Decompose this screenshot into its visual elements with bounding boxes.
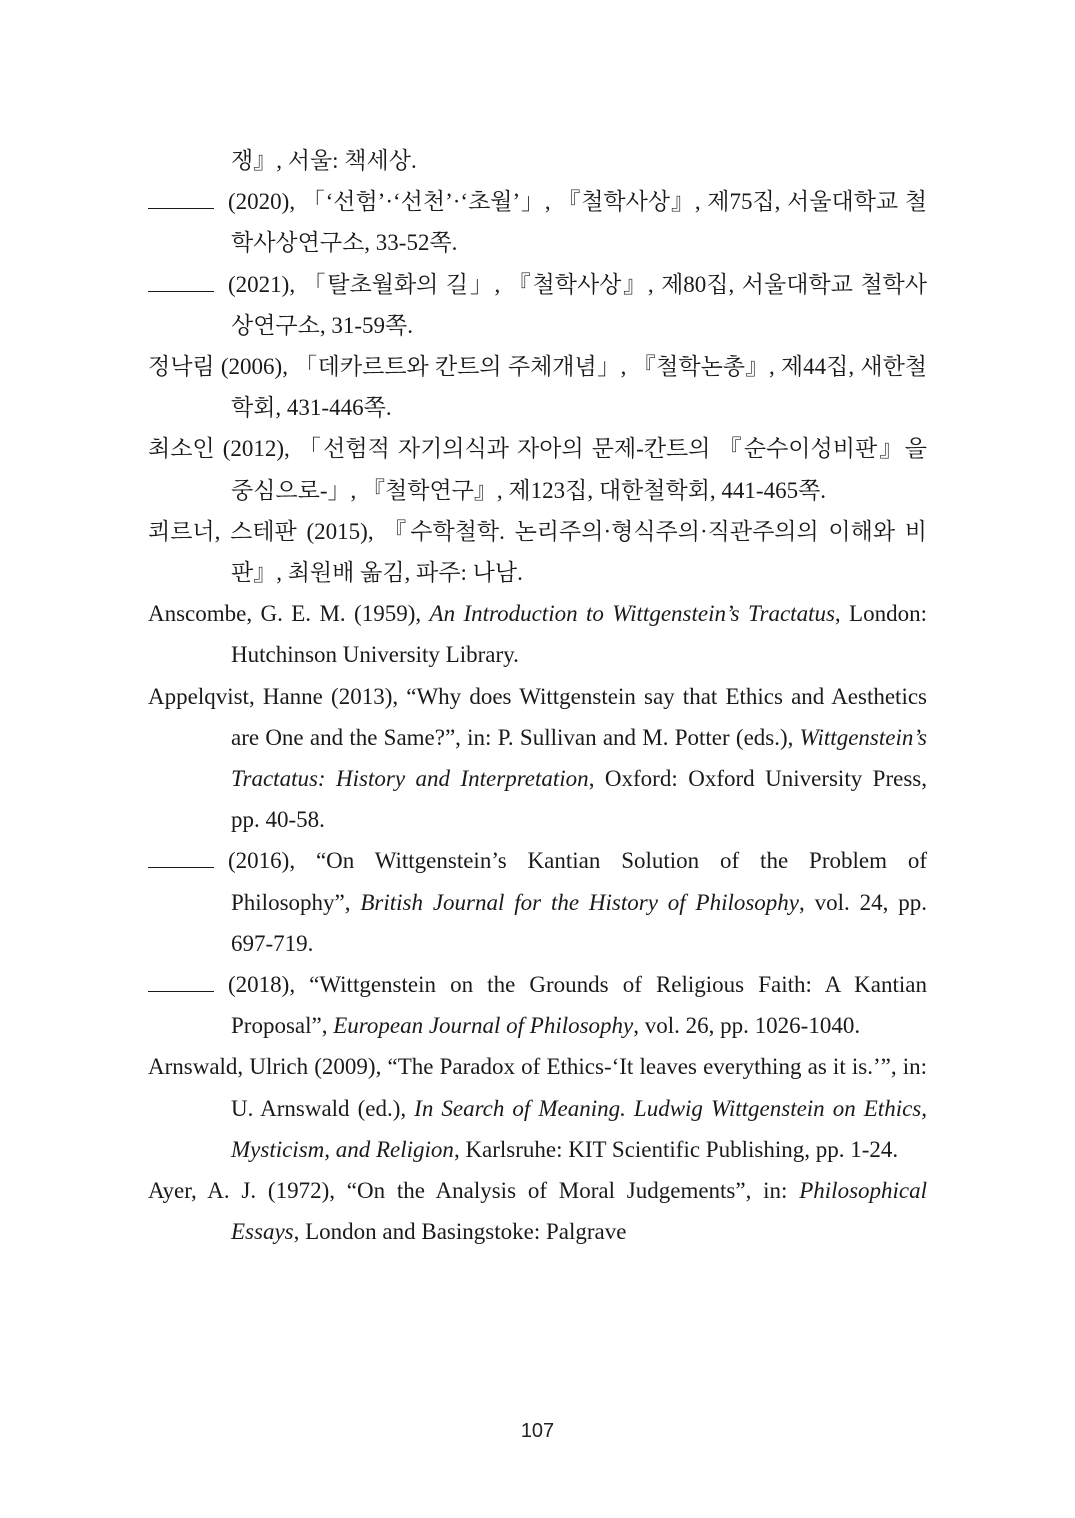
reference-title: British Journal for the History of Philosophy xyxy=(360,889,800,915)
repeated-author-line xyxy=(148,849,214,868)
reference-title: An Introduction to Wittgenstein’s Tractatus xyxy=(429,601,835,627)
reference-entry xyxy=(148,346,927,428)
reference-text: , London: Hutchinson University Library. xyxy=(231,601,928,668)
reference-author: 쾨르너, 스테판 xyxy=(148,518,297,544)
repeated-author-line xyxy=(148,190,214,209)
reference-text: , London and Basingstoke: Palgrave xyxy=(293,1219,627,1245)
reference-author: Arnswald, Ulrich xyxy=(148,1054,309,1080)
reference-text: (2006), 「데카르트와 칸트의 주체개념」, 『철학논총』, 제44집, 새한철학회, 431-446쪽. xyxy=(220,354,927,421)
reference-author: Ayer, A. J. xyxy=(148,1178,257,1204)
reference-list xyxy=(148,140,927,1252)
reference-text: 쟁』, 서울: 책세상. xyxy=(231,148,417,173)
reference-entry xyxy=(148,964,927,1046)
reference-entry xyxy=(148,676,927,841)
reference-text: (2020), 「‘선험’·‘선천’·‘초월’」, 『철학사상』, 제75집, 서울대학교 철학사상연구소, 33-52쪽. xyxy=(228,189,927,256)
reference-entry xyxy=(148,840,927,964)
reference-entry xyxy=(148,264,927,346)
reference-author: Appelqvist, Hanne xyxy=(148,683,323,709)
reference-text: (1959), xyxy=(354,601,430,627)
reference-text: (2009), “The Paradox of Ethics-‘It leaves everything as it is.’”, in: U. Arnswald (ed.), xyxy=(231,1054,928,1121)
reference-entry xyxy=(148,593,927,675)
reference-entry xyxy=(148,1046,927,1170)
reference-text: , vol. 24, pp. 697-719. xyxy=(231,889,927,956)
page-number: 107 xyxy=(520,1420,555,1442)
reference-text: (2018), “Wittgenstein on the Grounds of Religious Faith: A Kantian Proposal”, xyxy=(228,972,927,1039)
reference-text: , vol. 26, pp. 1026-1040. xyxy=(633,1013,861,1039)
reference-text: (1972), “On the Analysis of Moral Judgements”, in: xyxy=(267,1178,800,1204)
reference-title: Philosophical Essays xyxy=(231,1178,928,1245)
reference-text: (2013), “Why does Wittgenstein say that Ethics and Aesthetics are One and the Same?”, in: P. Sullivan and M. Potter (eds.), xyxy=(231,683,927,750)
reference-text: , Oxford: Oxford University Press, pp. 40-58. xyxy=(231,766,927,833)
reference-text: (2015), 『수학철학. 논리주의·형식주의·직관주의의 이해와 비판』, 최원배 옮김, 파주: 나남. xyxy=(231,518,928,586)
repeated-author-line xyxy=(148,973,214,992)
reference-entry xyxy=(148,511,927,593)
reference-title: In Search of Meaning. Ludwig Wittgenstein on Ethics, Mysticism, and Religion xyxy=(231,1095,927,1162)
reference-entry xyxy=(148,181,927,263)
reference-entry xyxy=(148,428,927,510)
reference-author: 최소인 xyxy=(148,436,215,462)
reference-title: Wittgenstein’s Tractatus: History and Interpretation xyxy=(231,724,927,792)
reference-text: , Karlsruhe: KIT Scientific Publishing, pp. 1-24. xyxy=(453,1136,899,1162)
reference-author: 정낙림 xyxy=(148,354,215,380)
reference-title: European Journal of Philosophy xyxy=(333,1013,634,1039)
reference-entry xyxy=(148,1170,927,1252)
reference-text: (2016), “On Wittgenstein’s Kantian Solution of the Problem of Philosophy”, xyxy=(228,848,927,915)
repeated-author-line xyxy=(148,273,214,292)
reference-text: (2021), 「탈초월화의 길」, 『철학사상』, 제80집, 서울대학교 철학사상연구소, 31-59쪽. xyxy=(228,271,927,338)
reference-entry xyxy=(148,140,927,181)
reference-author: Anscombe, G. E. M. xyxy=(148,601,346,627)
reference-text: (2012), 「선험적 자기의식과 자아의 문제-칸트의 『순수이성비판』을 중심으로-」, 『철학연구』, 제123집, 대한철학회, 441-465쪽. xyxy=(222,436,927,503)
